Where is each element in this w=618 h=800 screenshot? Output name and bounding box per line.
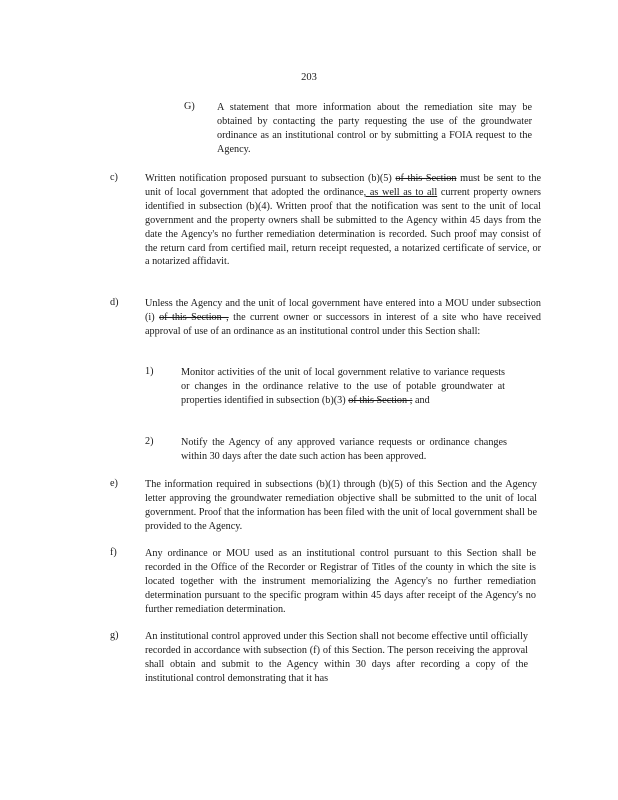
deleted-text: of this Section ; (348, 394, 413, 406)
subparagraph-text: Notify the Agency of any approved variance requests or ordinance changes within 30 days after the date such action has been approved. (181, 437, 507, 462)
paragraph-text: The information required in subsections (b)(1) through (b)(5) of this Section and the Agency letter approving the groundwater remediation objective shall be submitted to the unit of local government. Proof that the information has been filed with the unit of local government shall be provided to the Agency. (145, 479, 537, 532)
subparagraph-marker: 2) (145, 436, 154, 447)
paragraph-marker: g) (110, 630, 119, 641)
page-number: 203 (301, 72, 317, 83)
subparagraph-marker: 1) (145, 366, 154, 377)
paragraph-marker: e) (110, 478, 118, 489)
deleted-text: of this Section (395, 173, 457, 184)
paragraph-marker: f) (110, 547, 117, 558)
paragraph-text: Written notification proposed pursuant to subsection (b)(5) of this Section must be sent to the unit of local government that adopted the ordinance, as well as to all current property owners identified in subsection (b)(4). Written proof that the notification was sent to the unit of local government and the property owners shall be submitted to the Agency within 45 days from the date the Agency's no further remediation determination is recorded. Such proof may consist of the return card from certified mail, return receipt requested, a notarized certificate of service, or a notarized affidavit. (145, 173, 542, 268)
paragraph-marker: c) (110, 172, 118, 183)
inserted-text: , as well as to all (363, 186, 438, 198)
deleted-text: of this Section , (159, 311, 229, 323)
paragraph-text: Any ordinance or MOU used as an institutional control pursuant to this Section shall be recorded in the Office of the Recorder or Registrar of Titles of the county in which the site is located together with the instrument memorializing the Agency's no further remediation determination pursuant to the specific program within 45 days after receipt of the Agency's no further remediation determination. (145, 548, 536, 615)
paragraph-text: A statement that more information about the remediation site may be obtained by contacting the party requesting the use of the groundwater ordinance as an institutional control or by submitting a FOIA request to the Agency. (217, 102, 532, 155)
paragraph-text: Unless the Agency and the unit of local government have entered into a MOU under subsection (i) of this Section , the current owner or successors in interest of a site who have received approval of use of an ordinance as an institutional control under this Section shall: (145, 298, 542, 337)
paragraph-text: An institutional control approved under this Section shall not become effective until officially recorded in accordance with subsection (f) of this Section. The person receiving the approval shall obtain and submit to the Agency within 30 days after recording a copy of the institutional control demonstrating that it has (145, 631, 528, 684)
subparagraph-text: Monitor activities of the unit of local government relative to variance requests or changes in the ordinance relative to the use of potable groundwater at properties identified in subsection (b)(3) of this Section ; and (181, 367, 505, 406)
paragraph-marker: d) (110, 297, 119, 308)
paragraph-marker: G) (184, 101, 195, 112)
